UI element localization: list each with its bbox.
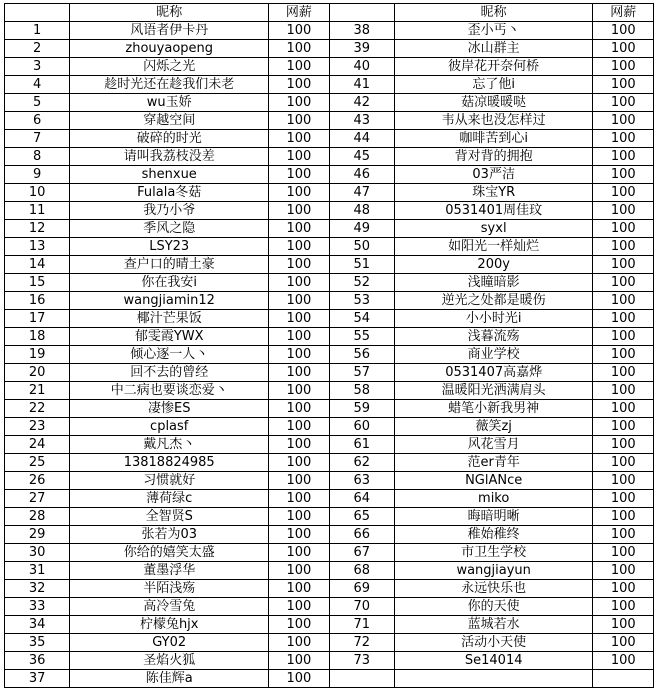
right-rank-cell: 59 bbox=[329, 400, 394, 418]
left-rank-cell: 19 bbox=[5, 346, 70, 364]
right-pay-cell: 100 bbox=[593, 238, 654, 256]
table-row bbox=[5, 346, 654, 364]
right-nickname-cell: 晦暗明晰 bbox=[394, 508, 593, 526]
left-pay-cell: 100 bbox=[269, 562, 329, 580]
right-pay-cell: 100 bbox=[593, 634, 654, 652]
right-rank-cell: 61 bbox=[329, 436, 394, 454]
left-rank-cell: 32 bbox=[5, 580, 70, 598]
right-rank-cell: 44 bbox=[329, 130, 394, 148]
table-row bbox=[5, 616, 654, 634]
table-row bbox=[5, 58, 654, 76]
left-pay-cell: 100 bbox=[269, 634, 329, 652]
right-rank-cell: 56 bbox=[329, 346, 394, 364]
right-pay-cell: 100 bbox=[593, 310, 654, 328]
left-pay-cell: 100 bbox=[269, 526, 329, 544]
left-nickname-cell: 全智贤S bbox=[70, 508, 269, 526]
left-rank-cell: 10 bbox=[5, 184, 70, 202]
right-pay-cell: 100 bbox=[593, 148, 654, 166]
right-pay-cell: 100 bbox=[593, 256, 654, 274]
left-nickname-cell: 趁时光还在趁我们未老 bbox=[70, 76, 269, 94]
right-rank-cell: 41 bbox=[329, 76, 394, 94]
table-row bbox=[5, 166, 654, 184]
left-nickname-cell: 圣焰火狐 bbox=[70, 652, 269, 670]
left-nickname-cell: 倾心逐一人丶 bbox=[70, 346, 269, 364]
left-pay-cell: 100 bbox=[269, 598, 329, 616]
right-nickname-cell: miko bbox=[394, 490, 593, 508]
left-pay-cell: 100 bbox=[269, 94, 329, 112]
left-nickname-cell: 郁雯霞YWX bbox=[70, 328, 269, 346]
right-rank-cell: 57 bbox=[329, 364, 394, 382]
left-pay-cell: 100 bbox=[269, 346, 329, 364]
table-row bbox=[5, 364, 654, 382]
right-nickname-cell: 永远快乐也 bbox=[394, 580, 593, 598]
left-pay-cell: 100 bbox=[269, 112, 329, 130]
right-nickname-cell: 咖啡苦到心i bbox=[394, 130, 593, 148]
left-rank-cell: 13 bbox=[5, 238, 70, 256]
right-pay-cell: 100 bbox=[593, 652, 654, 670]
left-rank-cell: 14 bbox=[5, 256, 70, 274]
left-pay-cell: 100 bbox=[269, 202, 329, 220]
left-nickname-cell: 回不去的曾经 bbox=[70, 364, 269, 382]
table-row bbox=[5, 112, 654, 130]
right-nickname-cell: 逆光之处都是暖伤 bbox=[394, 292, 593, 310]
right-rank-cell: 68 bbox=[329, 562, 394, 580]
left-pay-cell: 100 bbox=[269, 292, 329, 310]
left-nickname-cell: 陈佳辉a bbox=[70, 670, 269, 688]
left-nickname-cell: 习惯就好 bbox=[70, 472, 269, 490]
right-pay-cell: 100 bbox=[593, 22, 654, 40]
left-pay-cell: 100 bbox=[269, 58, 329, 76]
right-nickname-cell: 菇凉暖暖哒 bbox=[394, 94, 593, 112]
header-id-right bbox=[329, 4, 394, 22]
right-nickname-cell: 0531401周佳玟 bbox=[394, 202, 593, 220]
left-nickname-cell: 我乃小爷 bbox=[70, 202, 269, 220]
payout-table bbox=[4, 3, 654, 688]
table-body bbox=[5, 22, 654, 688]
right-pay-cell: 100 bbox=[593, 112, 654, 130]
left-nickname-cell: LSY23 bbox=[70, 238, 269, 256]
left-pay-cell: 100 bbox=[269, 130, 329, 148]
right-rank-cell: 48 bbox=[329, 202, 394, 220]
right-pay-cell: 100 bbox=[593, 490, 654, 508]
left-pay-cell: 100 bbox=[269, 148, 329, 166]
left-nickname-cell: 张若为03 bbox=[70, 526, 269, 544]
left-rank-cell: 2 bbox=[5, 40, 70, 58]
left-rank-cell: 34 bbox=[5, 616, 70, 634]
left-pay-cell: 100 bbox=[269, 364, 329, 382]
right-rank-cell: 51 bbox=[329, 256, 394, 274]
right-rank-cell: 42 bbox=[329, 94, 394, 112]
right-rank-cell: 67 bbox=[329, 544, 394, 562]
table-row bbox=[5, 598, 654, 616]
header-row bbox=[5, 4, 654, 22]
right-pay-cell: 100 bbox=[593, 616, 654, 634]
left-nickname-cell: 你在我安i bbox=[70, 274, 269, 292]
right-rank-cell: 71 bbox=[329, 616, 394, 634]
right-pay-cell: 100 bbox=[593, 76, 654, 94]
table-row bbox=[5, 184, 654, 202]
right-pay-cell: 100 bbox=[593, 400, 654, 418]
right-pay-cell: 100 bbox=[593, 40, 654, 58]
left-rank-cell: 21 bbox=[5, 382, 70, 400]
right-nickname-cell: 彼岸花开奈何桥 bbox=[394, 58, 593, 76]
left-nickname-cell: wangjiamin12 bbox=[70, 292, 269, 310]
right-rank-cell: 62 bbox=[329, 454, 394, 472]
left-pay-cell: 100 bbox=[269, 22, 329, 40]
table-row bbox=[5, 508, 654, 526]
right-nickname-cell: 你的天使 bbox=[394, 598, 593, 616]
left-pay-cell: 100 bbox=[269, 670, 329, 688]
left-rank-cell: 8 bbox=[5, 148, 70, 166]
left-nickname-cell: zhouyaopeng bbox=[70, 40, 269, 58]
table-row bbox=[5, 562, 654, 580]
right-nickname-cell: 温暖阳光洒满肩头 bbox=[394, 382, 593, 400]
table-row bbox=[5, 652, 654, 670]
left-rank-cell: 28 bbox=[5, 508, 70, 526]
left-pay-cell: 100 bbox=[269, 328, 329, 346]
right-pay-cell: 100 bbox=[593, 454, 654, 472]
table-row bbox=[5, 40, 654, 58]
header-pay-left: 网薪 bbox=[269, 4, 329, 22]
right-rank-cell: 47 bbox=[329, 184, 394, 202]
left-nickname-cell: wu玉娇 bbox=[70, 94, 269, 112]
right-pay-cell: 100 bbox=[593, 364, 654, 382]
right-nickname-cell: 背对背的拥抱 bbox=[394, 148, 593, 166]
right-pay-cell: 100 bbox=[593, 130, 654, 148]
right-pay-cell: 100 bbox=[593, 292, 654, 310]
table-row bbox=[5, 400, 654, 418]
left-rank-cell: 17 bbox=[5, 310, 70, 328]
left-rank-cell: 37 bbox=[5, 670, 70, 688]
left-nickname-cell: 薄荷绿c bbox=[70, 490, 269, 508]
right-rank-cell: 53 bbox=[329, 292, 394, 310]
table-row bbox=[5, 544, 654, 562]
table-row bbox=[5, 472, 654, 490]
left-pay-cell: 100 bbox=[269, 220, 329, 238]
left-rank-cell: 3 bbox=[5, 58, 70, 76]
header-nick-left: 昵称 bbox=[70, 4, 269, 22]
right-nickname-cell: 风花雪月 bbox=[394, 436, 593, 454]
left-pay-cell: 100 bbox=[269, 76, 329, 94]
right-rank-cell: 38 bbox=[329, 22, 394, 40]
left-rank-cell: 16 bbox=[5, 292, 70, 310]
right-pay-cell: 100 bbox=[593, 274, 654, 292]
right-rank-cell: 72 bbox=[329, 634, 394, 652]
left-pay-cell: 100 bbox=[269, 256, 329, 274]
left-pay-cell: 100 bbox=[269, 616, 329, 634]
left-rank-cell: 31 bbox=[5, 562, 70, 580]
table-row bbox=[5, 22, 654, 40]
left-rank-cell: 36 bbox=[5, 652, 70, 670]
left-nickname-cell: 凄惨ES bbox=[70, 400, 269, 418]
left-rank-cell: 33 bbox=[5, 598, 70, 616]
right-rank-cell: 55 bbox=[329, 328, 394, 346]
right-nickname-cell: Se14014 bbox=[394, 652, 593, 670]
table-row bbox=[5, 454, 654, 472]
left-pay-cell: 100 bbox=[269, 40, 329, 58]
table-row bbox=[5, 670, 654, 688]
right-rank-cell: 66 bbox=[329, 526, 394, 544]
right-nickname-cell bbox=[394, 670, 593, 688]
right-pay-cell: 100 bbox=[593, 418, 654, 436]
left-pay-cell: 100 bbox=[269, 166, 329, 184]
right-pay-cell: 100 bbox=[593, 526, 654, 544]
right-pay-cell: 100 bbox=[593, 94, 654, 112]
right-nickname-cell: syxl bbox=[394, 220, 593, 238]
table-row bbox=[5, 580, 654, 598]
left-nickname-cell: 中二病也要谈恋爱丶 bbox=[70, 382, 269, 400]
right-rank-cell: 63 bbox=[329, 472, 394, 490]
right-pay-cell bbox=[593, 670, 654, 688]
header-nick-right: 昵称 bbox=[394, 4, 593, 22]
left-rank-cell: 4 bbox=[5, 76, 70, 94]
table-row bbox=[5, 256, 654, 274]
right-nickname-cell: 稚始稚终 bbox=[394, 526, 593, 544]
left-pay-cell: 100 bbox=[269, 580, 329, 598]
right-pay-cell: 100 bbox=[593, 328, 654, 346]
right-rank-cell: 45 bbox=[329, 148, 394, 166]
left-pay-cell: 100 bbox=[269, 418, 329, 436]
left-nickname-cell: 半陌浅殇 bbox=[70, 580, 269, 598]
right-rank-cell: 40 bbox=[329, 58, 394, 76]
right-pay-cell: 100 bbox=[593, 346, 654, 364]
table-row bbox=[5, 220, 654, 238]
left-rank-cell: 22 bbox=[5, 400, 70, 418]
right-nickname-cell: NGlANce bbox=[394, 472, 593, 490]
right-nickname-cell: 如阳光一样灿烂 bbox=[394, 238, 593, 256]
table-row bbox=[5, 382, 654, 400]
left-nickname-cell: 请叫我荔枝没差 bbox=[70, 148, 269, 166]
left-nickname-cell: shenxue bbox=[70, 166, 269, 184]
right-pay-cell: 100 bbox=[593, 580, 654, 598]
left-pay-cell: 100 bbox=[269, 382, 329, 400]
right-rank-cell: 58 bbox=[329, 382, 394, 400]
right-nickname-cell: 蜡笔小新我男神 bbox=[394, 400, 593, 418]
left-rank-cell: 29 bbox=[5, 526, 70, 544]
right-pay-cell: 100 bbox=[593, 598, 654, 616]
left-rank-cell: 5 bbox=[5, 94, 70, 112]
left-pay-cell: 100 bbox=[269, 508, 329, 526]
right-nickname-cell: wangjiayun bbox=[394, 562, 593, 580]
left-rank-cell: 24 bbox=[5, 436, 70, 454]
left-nickname-cell: 你给的嬉笑太盛 bbox=[70, 544, 269, 562]
right-nickname-cell: 商业学校 bbox=[394, 346, 593, 364]
left-pay-cell: 100 bbox=[269, 490, 329, 508]
left-nickname-cell: 13818824985 bbox=[70, 454, 269, 472]
table-row bbox=[5, 238, 654, 256]
right-rank-cell: 73 bbox=[329, 652, 394, 670]
left-nickname-cell: 风语者伊卡丹 bbox=[70, 22, 269, 40]
right-rank-cell bbox=[329, 670, 394, 688]
header-id-left bbox=[5, 4, 70, 22]
right-nickname-cell: 浅暮流殇 bbox=[394, 328, 593, 346]
left-rank-cell: 26 bbox=[5, 472, 70, 490]
right-rank-cell: 50 bbox=[329, 238, 394, 256]
left-pay-cell: 100 bbox=[269, 238, 329, 256]
right-pay-cell: 100 bbox=[593, 436, 654, 454]
right-nickname-cell: 薇笑zj bbox=[394, 418, 593, 436]
left-nickname-cell: 柠檬兔hjx bbox=[70, 616, 269, 634]
right-nickname-cell: 蓝城若水 bbox=[394, 616, 593, 634]
table-row bbox=[5, 526, 654, 544]
left-pay-cell: 100 bbox=[269, 544, 329, 562]
left-rank-cell: 15 bbox=[5, 274, 70, 292]
right-pay-cell: 100 bbox=[593, 382, 654, 400]
table-row bbox=[5, 94, 654, 112]
left-rank-cell: 12 bbox=[5, 220, 70, 238]
left-rank-cell: 9 bbox=[5, 166, 70, 184]
left-rank-cell: 11 bbox=[5, 202, 70, 220]
right-nickname-cell: 市卫生学校 bbox=[394, 544, 593, 562]
table-row bbox=[5, 634, 654, 652]
left-nickname-cell: 闪烁之光 bbox=[70, 58, 269, 76]
left-pay-cell: 100 bbox=[269, 472, 329, 490]
table-row bbox=[5, 130, 654, 148]
left-nickname-cell: GY02 bbox=[70, 634, 269, 652]
left-nickname-cell: 高冷雪兔 bbox=[70, 598, 269, 616]
right-nickname-cell: 珠宝YR bbox=[394, 184, 593, 202]
right-nickname-cell: 活动小天使 bbox=[394, 634, 593, 652]
right-rank-cell: 65 bbox=[329, 508, 394, 526]
table-row bbox=[5, 436, 654, 454]
right-nickname-cell: 03严洁 bbox=[394, 166, 593, 184]
left-rank-cell: 7 bbox=[5, 130, 70, 148]
right-rank-cell: 64 bbox=[329, 490, 394, 508]
right-rank-cell: 69 bbox=[329, 580, 394, 598]
left-rank-cell: 23 bbox=[5, 418, 70, 436]
right-rank-cell: 39 bbox=[329, 40, 394, 58]
right-nickname-cell: 冰山群主 bbox=[394, 40, 593, 58]
left-pay-cell: 100 bbox=[269, 436, 329, 454]
left-pay-cell: 100 bbox=[269, 652, 329, 670]
left-nickname-cell: 破碎的时光 bbox=[70, 130, 269, 148]
right-pay-cell: 100 bbox=[593, 220, 654, 238]
left-rank-cell: 6 bbox=[5, 112, 70, 130]
table-row bbox=[5, 148, 654, 166]
table-row bbox=[5, 292, 654, 310]
right-pay-cell: 100 bbox=[593, 166, 654, 184]
left-nickname-cell: Fulala冬菇 bbox=[70, 184, 269, 202]
table-row bbox=[5, 202, 654, 220]
right-rank-cell: 46 bbox=[329, 166, 394, 184]
left-pay-cell: 100 bbox=[269, 184, 329, 202]
left-rank-cell: 35 bbox=[5, 634, 70, 652]
left-nickname-cell: 季风之隐 bbox=[70, 220, 269, 238]
right-pay-cell: 100 bbox=[593, 544, 654, 562]
right-pay-cell: 100 bbox=[593, 472, 654, 490]
left-pay-cell: 100 bbox=[269, 400, 329, 418]
left-pay-cell: 100 bbox=[269, 274, 329, 292]
right-pay-cell: 100 bbox=[593, 184, 654, 202]
table-row bbox=[5, 274, 654, 292]
left-rank-cell: 30 bbox=[5, 544, 70, 562]
right-pay-cell: 100 bbox=[593, 562, 654, 580]
right-pay-cell: 100 bbox=[593, 202, 654, 220]
right-rank-cell: 60 bbox=[329, 418, 394, 436]
right-nickname-cell: 浅瞳暗影 bbox=[394, 274, 593, 292]
left-nickname-cell: 戴凡杰丶 bbox=[70, 436, 269, 454]
right-rank-cell: 43 bbox=[329, 112, 394, 130]
left-nickname-cell: cplasf bbox=[70, 418, 269, 436]
right-nickname-cell: 0531407高嘉烨 bbox=[394, 364, 593, 382]
table-row bbox=[5, 310, 654, 328]
table-row bbox=[5, 418, 654, 436]
left-pay-cell: 100 bbox=[269, 310, 329, 328]
left-rank-cell: 1 bbox=[5, 22, 70, 40]
left-pay-cell: 100 bbox=[269, 454, 329, 472]
table-row bbox=[5, 76, 654, 94]
table-row bbox=[5, 328, 654, 346]
right-nickname-cell: 韦从来也没怎样过 bbox=[394, 112, 593, 130]
left-nickname-cell: 查户口的晴土豪 bbox=[70, 256, 269, 274]
left-nickname-cell: 椰汁芒果饭 bbox=[70, 310, 269, 328]
table-row bbox=[5, 490, 654, 508]
right-rank-cell: 49 bbox=[329, 220, 394, 238]
left-rank-cell: 25 bbox=[5, 454, 70, 472]
right-nickname-cell: 小小时光i bbox=[394, 310, 593, 328]
right-nickname-cell: 忘了他i bbox=[394, 76, 593, 94]
right-rank-cell: 54 bbox=[329, 310, 394, 328]
left-rank-cell: 27 bbox=[5, 490, 70, 508]
right-nickname-cell: 范er青年 bbox=[394, 454, 593, 472]
right-pay-cell: 100 bbox=[593, 58, 654, 76]
right-rank-cell: 52 bbox=[329, 274, 394, 292]
left-rank-cell: 18 bbox=[5, 328, 70, 346]
right-pay-cell: 100 bbox=[593, 508, 654, 526]
right-nickname-cell: 200y bbox=[394, 256, 593, 274]
right-nickname-cell: 歪小丐丶 bbox=[394, 22, 593, 40]
left-rank-cell: 20 bbox=[5, 364, 70, 382]
header-pay-right: 网薪 bbox=[593, 4, 654, 22]
left-nickname-cell: 穿越空间 bbox=[70, 112, 269, 130]
left-nickname-cell: 董墨浮华 bbox=[70, 562, 269, 580]
right-rank-cell: 70 bbox=[329, 598, 394, 616]
